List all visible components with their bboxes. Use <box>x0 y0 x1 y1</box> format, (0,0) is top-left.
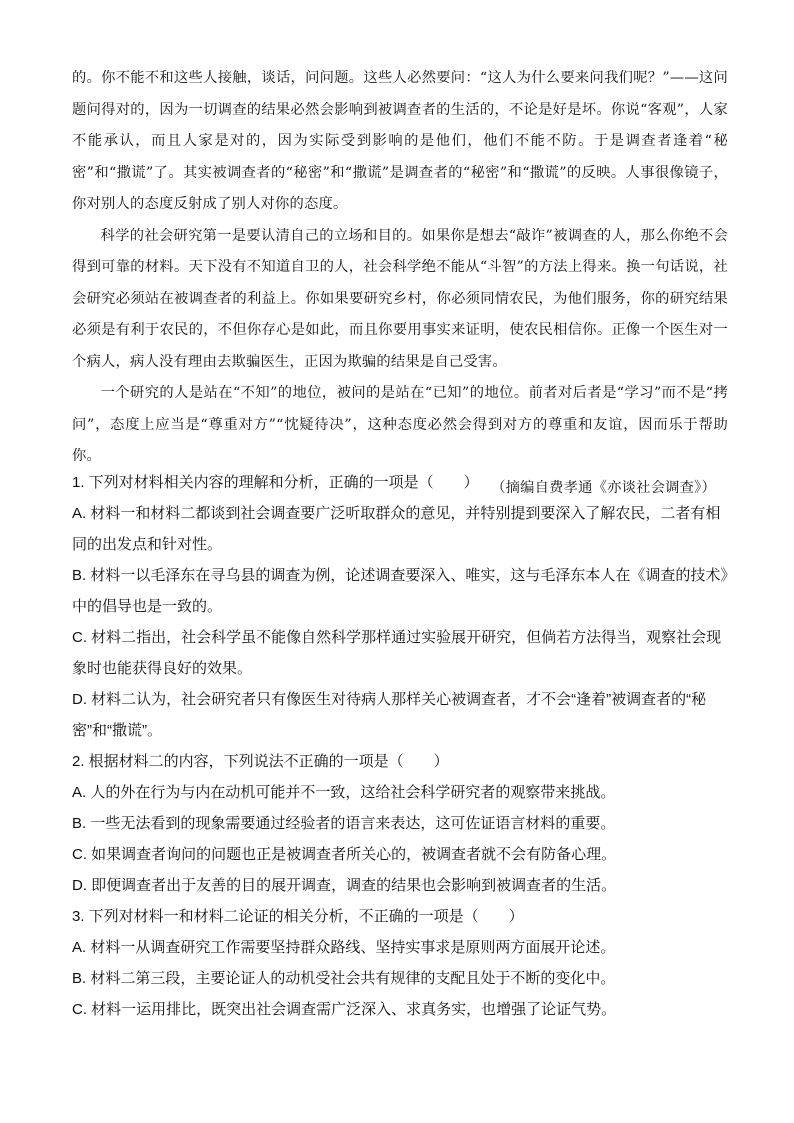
question-1-stem: 1. 下列对材料相关内容的理解和分析，正确的一项是（ ） <box>72 474 479 491</box>
question-1-option-a: A. 材料一和材料二都谈到社会调查要广泛听取群众的意见，并特别提到要深入了解农民，二者有相同的出发点和针对性。 <box>72 505 721 553</box>
passage-paragraph-2: 科学的社会研究第一是要认清自己的立场和目的。如果你是想去“敲诈”被调查的人，那么你绝不会得到可靠的材料。天下没有不知道自卫的人，社会科学绝不能从“斗智”的方法上得来。换一句话说，社会研究必须站在被调查者的利益上。你如果要研究乡村，你必须同情农民，为他们服务，你的研究结果必须是有利于农民的，不但你存心是如此，而且你要用事实来证明，使农民相信你。正像一个医生对一个病人，病人没有理由去欺骗医生，正因为欺骗的结果是自己受害。 <box>72 227 728 370</box>
passage-paragraph-1: 的。你不能不和这些人接触，谈话，问问题。这些人必然要问：“这人为什么要来问我们呢？”——这问题问得对的，因为一切调查的结果必然会影响到被调查者的生活的，不论是好是坏。你说“客观”，人家不能承认，而且人家是对的，因为实际受到影响的是他们，他们不能不防。于是调查者逢着“秘密”和“撒谎”了。其实被调查者的“秘密”和“撒谎”是调查者的“秘密”和“撒谎”的反映。人事很像镜子，你对别人的态度反射成了别人对你的态度。 <box>72 70 728 212</box>
question-2-option-c: C. 如果调查者询问的问题也正是被调查者所关心的，被调查者就不会有防备心理。 <box>72 846 617 863</box>
question-2-option-b: B. 一些无法看到的现象需要通过经验者的语言来表达，这可佐证语言材料的重要。 <box>72 815 616 832</box>
question-3-option-b: B. 材料二第三段，主要论证人的动机受社会共有规律的支配且处于不断的变化中。 <box>72 970 616 987</box>
question-3 <box>72 901 728 1025</box>
question-2-stem: 2. 根据材料二的内容，下列说法不正确的一项是（ ） <box>72 753 449 770</box>
question-3-option-c: C. 材料一运用排比，既突出社会调查需广泛深入、求真务实，也增强了论证气势。 <box>72 1001 617 1018</box>
question-1-option-b: B. 材料一以毛泽东在寻乌县的调查为例，论述调查要深入、唯实，这与毛泽东本人在《调查的技术》中的倡导也是一致的。 <box>72 567 728 615</box>
question-2-option-d: D. 即便调查者出于友善的目的展开调查，调查的结果也会影响到被调查者的生活。 <box>72 877 617 894</box>
question-1-option-d: D. 材料二认为，社会研究者只有像医生对待病人那样关心被调查者，才不会“逢着”被调查者的“秘密”和“撒谎”。 <box>72 691 707 739</box>
question-2-option-a: A. 人的外在行为与内在动机可能并不一致，这给社会科学研究者的观察带来挑战。 <box>72 784 616 801</box>
question-3-option-a: A. 材料一从调查研究工作需要坚持群众路线、坚持实事求是原则两方面展开论述。 <box>72 939 616 956</box>
question-list <box>72 467 728 1025</box>
passage-source: （摘编自费孝通《亦谈社会调查》） <box>491 479 716 496</box>
question-1-option-c: C. 材料二指出，社会科学虽不能像自然科学那样通过实验展开研究，但倘若方法得当，观察社会现象时也能获得良好的效果。 <box>72 629 722 677</box>
question-2 <box>72 746 728 901</box>
reading-passage <box>72 63 728 504</box>
passage-paragraph-3: 一个研究的人是站在“不知”的地位，被问的是站在“已知”的地位。前者对后者是“学习”而不是“拷问”，态度上应当是“尊重对方”“忱疑待决”，这种态度必然会得到对方的尊重和友谊，因而乐于帮助你。 <box>72 385 728 464</box>
question-1 <box>72 467 728 746</box>
question-3-stem: 3. 下列对材料一和材料二论证的相关分析，不正确的一项是（ ） <box>72 908 524 925</box>
